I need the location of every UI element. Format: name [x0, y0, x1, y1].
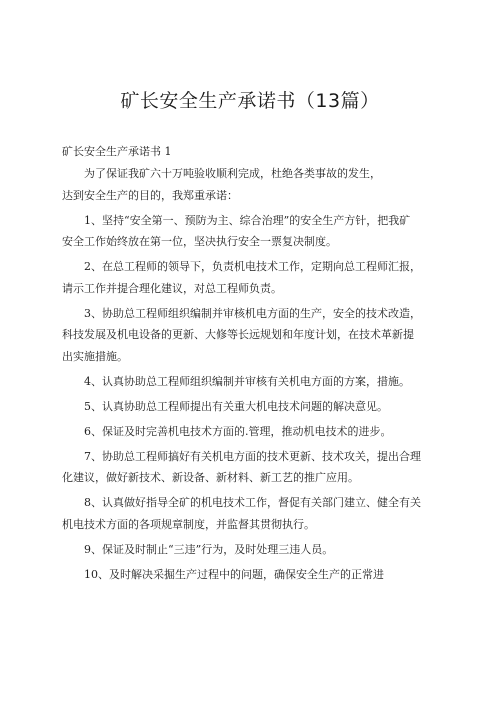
paragraph-line: 科技发展及机电设备的更新、大修等长远规划和年度计划，在技术革新提: [62, 328, 414, 341]
paragraph: [62, 256, 448, 299]
paragraph-line: 为了保证我矿六十万吨验收顺利完成，杜绝各类事故的发生，: [84, 167, 381, 180]
paragraph-line: 出实施措施。: [62, 349, 128, 363]
paragraph-line: 10、及时解决采掘生产过程中的问题，确保安全生产的正常进: [84, 567, 384, 581]
paragraph-line: 1、坚持“安全第一、预防为主、综合治理”的安全生产方针，把我矿: [84, 213, 411, 227]
section-heading: 矿长安全生产承诺书 1: [62, 145, 172, 158]
paragraph: [62, 371, 448, 393]
paragraph: [62, 492, 448, 535]
document-title: 矿长安全生产承诺书（13篇）: [120, 90, 380, 112]
paragraph: [62, 446, 448, 489]
paragraph: [62, 421, 448, 443]
paragraph-line: 5、认真协助总工程师提出有关重大机电技术问题的解决意见。: [84, 399, 388, 413]
paragraph-line: 9、保证及时制止“三违”行为，及时处理三违人员。: [84, 542, 334, 556]
paragraph: [62, 396, 448, 418]
paragraph: [62, 303, 448, 368]
paragraph-line: 7、协助总工程师搞好有关机电方面的技术更新、技术攻关，提出合理: [84, 449, 421, 463]
paragraph-line: 请示工作并提合理化建议，对总工程师负责。: [62, 281, 282, 295]
paragraph-line: 达到安全生产的目的，我郑重承诺：: [62, 188, 238, 202]
paragraph-line: 3、协助总工程师组织编制并审核机电方面的生产，安全的技术改造，: [84, 306, 421, 320]
document-body: [62, 163, 448, 589]
paragraph-line: 化建议，做好新技术、新设备、新材料、新工艺的推广应用。: [62, 471, 359, 484]
paragraph: [62, 210, 448, 253]
paragraph-line: 8、认真做好指导全矿的机电技术工作，督促有关部门建立、健全有关: [84, 496, 421, 509]
paragraph-line: 6、保证及时完善机电技术方面的.管理，推动机电技术的进步。: [84, 424, 392, 438]
paragraph: [62, 564, 448, 586]
paragraph: [62, 163, 448, 206]
paragraph-line: 机电技术方面的各项规章制度，并监督其贯彻执行。: [62, 517, 315, 531]
paragraph-line: 4、认真协助总工程师组织编制并审核有关机电方面的方案，措施。: [84, 374, 410, 388]
paragraph-line: 2、在总工程师的领导下，负责机电技术工作，定期向总工程师汇报，: [84, 260, 421, 273]
paragraph-line: 安全工作始终放在第一位，坚决执行安全一票复决制度。: [62, 235, 337, 248]
paragraph: [62, 539, 448, 561]
